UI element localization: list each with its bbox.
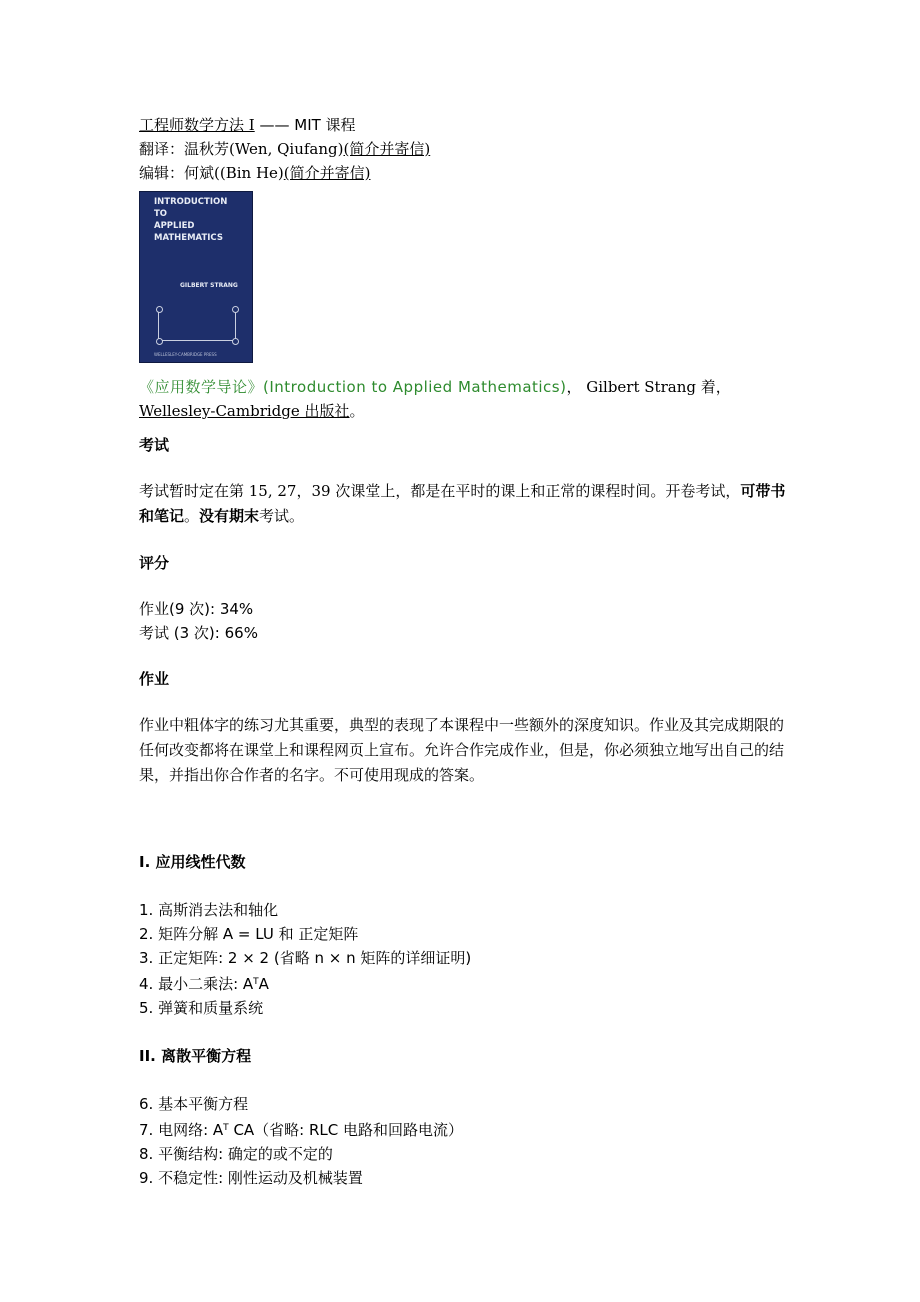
cover-frame-graphic xyxy=(158,310,236,341)
book-line xyxy=(139,375,789,399)
section-1-number: I. xyxy=(139,853,151,871)
grading-heading: 评分 xyxy=(139,554,170,572)
grading-list xyxy=(139,597,789,645)
section-2-list xyxy=(139,1092,789,1190)
translator-label: 翻译：温秋芳(Wen, Qiufang) xyxy=(139,140,344,158)
cover-publisher: WELLESLEY-CAMBRIDGE PRESS xyxy=(154,352,217,357)
book-author: ， Gilbert Strang 着， xyxy=(566,378,731,396)
superscript-t: T xyxy=(253,977,259,987)
cover-dot-graphic xyxy=(232,338,239,345)
list-item: 3. 正定矩阵: 2 × 2 (省略 n × n 矩阵的详细证明) xyxy=(139,949,472,967)
publisher-link[interactable]: Wellesley-Cambridge 出版社 xyxy=(139,402,350,420)
list-item: 1. 高斯消去法和轴化 xyxy=(139,901,279,919)
course-title-dash: —— xyxy=(254,116,295,134)
cover-dot-graphic xyxy=(156,338,163,345)
editor-link[interactable]: (简介并寄信) xyxy=(283,164,371,182)
section-2-number: II. xyxy=(139,1047,156,1065)
exam-text-3: 考试。 xyxy=(259,507,305,525)
exam-text-1: 考试暂时定在第 15, 27，39 次课堂上，都是在平时的课上和正常的课程时间。开卷考试， xyxy=(139,482,741,500)
exam-text-2: 。 xyxy=(184,507,200,525)
homework-paragraph: 作业中粗体字的练习尤其重要，典型的表现了本课程中一些额外的深度知识。作业及其完成期限的任何改变都将在课堂上和课程网页上宣布。允许合作完成作业，但是，你必须独立地写出自己的结果，并指出你合作者的名字。不可使用现成的答案。 xyxy=(139,716,785,784)
list-item: 5. 弹簧和质量系统 xyxy=(139,999,264,1017)
section-2-heading xyxy=(139,1044,789,1068)
list-item: 8. 平衡结构: 确定的或不定的 xyxy=(139,1145,333,1163)
cover-dot-graphic xyxy=(232,306,239,313)
grading-item: 作业(9 次): 34% xyxy=(139,600,254,618)
book-title-cn: 《应用数学导论》 xyxy=(139,378,264,396)
exam-bold-2: 没有期末 xyxy=(199,507,260,525)
publisher-line xyxy=(139,399,789,423)
exam-paragraph xyxy=(139,479,789,529)
publisher-end: 。 xyxy=(349,402,365,420)
section-1-list xyxy=(139,898,789,1020)
list-item: 9. 不稳定性: 刚性运动及机械装置 xyxy=(139,1169,363,1187)
list-item: 4. 最小二乘法: $A^TA$ xyxy=(139,975,269,993)
cover-title: INTRODUCTION TO APPLIED MATHEMATICS xyxy=(154,197,228,243)
section-1-heading xyxy=(139,850,789,874)
exam-heading: 考试 xyxy=(139,436,170,454)
cover-dot-graphic xyxy=(156,306,163,313)
book-cover-image xyxy=(139,191,253,363)
translator-line xyxy=(139,137,789,161)
book-title-en: (Introduction to Applied Mathematics) xyxy=(263,378,567,396)
translator-link[interactable]: (简介并寄信) xyxy=(343,140,431,158)
course-title-link[interactable]: 工程师数学方法 I xyxy=(139,116,255,134)
document-page xyxy=(139,113,789,1190)
homework-heading: 作业 xyxy=(139,670,170,688)
section-1-title: 应用线性代数 xyxy=(155,853,246,871)
exam-bold-1: 可带书和笔记 xyxy=(139,482,786,525)
grading-item: 考试 (3 次): 66% xyxy=(139,624,258,642)
editor-label: 编辑：何斌((Bin He) xyxy=(139,164,284,182)
editor-line xyxy=(139,161,789,185)
list-item: 6. 基本平衡方程 xyxy=(139,1095,249,1113)
section-2-title: 离散平衡方程 xyxy=(161,1047,252,1065)
list-item: 7. 电网络: $A^T$ CA（省略: RLC 电路和回路电流） xyxy=(139,1121,464,1139)
cover-author: GILBERT STRANG xyxy=(180,282,238,289)
course-title-suffix: MIT 课程 xyxy=(294,116,356,134)
superscript-t: T xyxy=(223,1123,229,1133)
course-title-line xyxy=(139,113,789,137)
list-item: 2. 矩阵分解 A = LU 和 正定矩阵 xyxy=(139,925,359,943)
